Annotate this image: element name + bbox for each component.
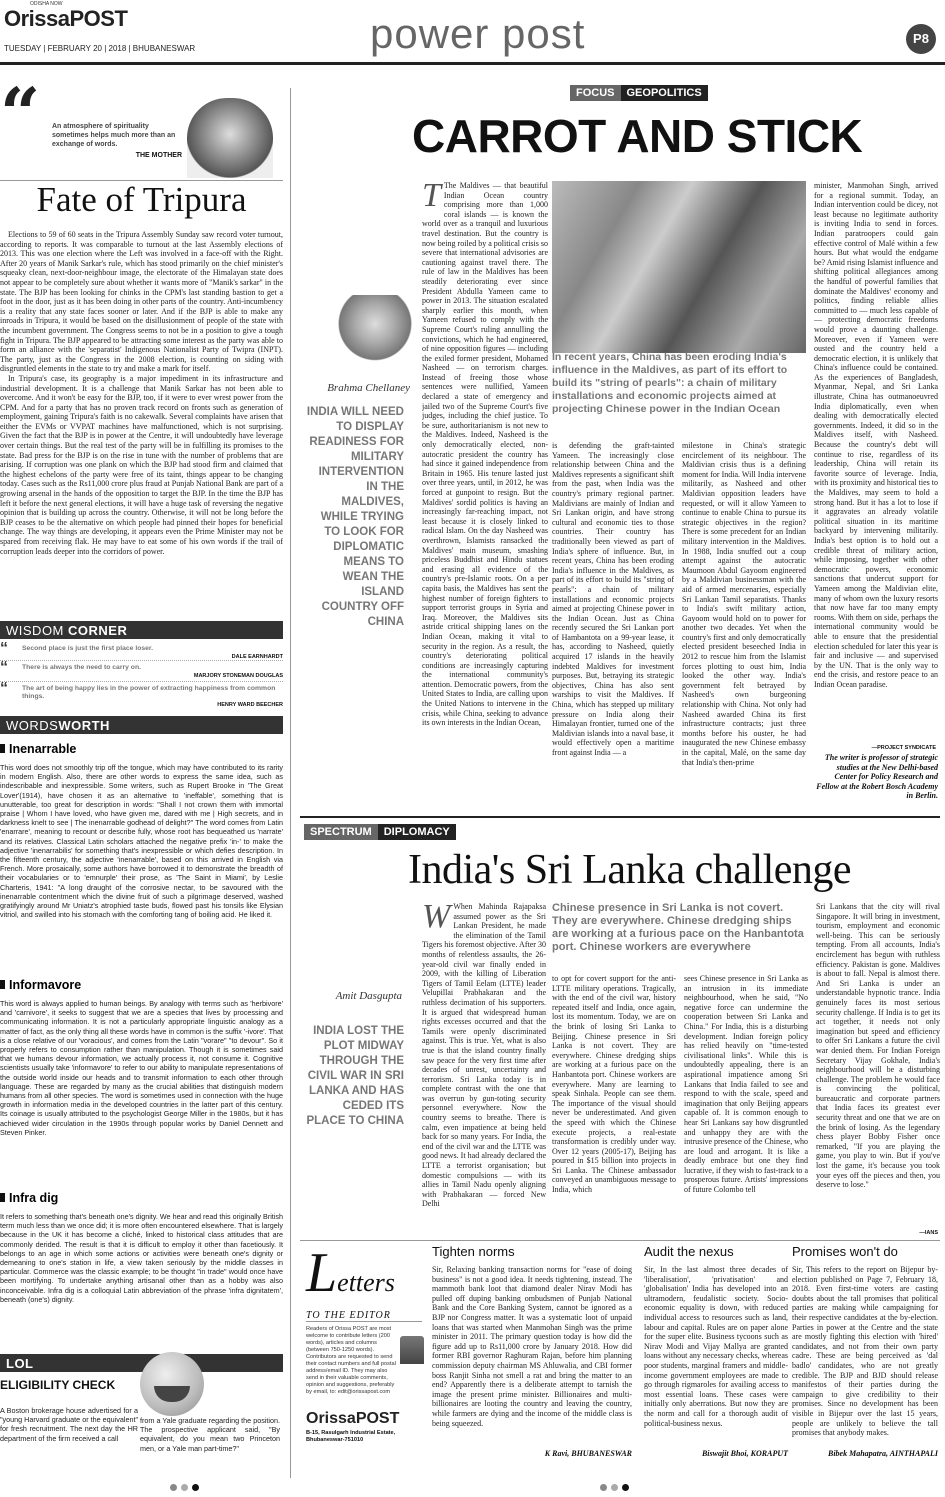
second-col-3: sees Chinese presence in Sri Lanka as an intrusion in its immediate neighbourhood, when he said, "No negative force can undermine the cooperation between Sri Lanka and China." For India, this is a disturbing development. Indian foreign policy has relied heavily on "time-tested civilisational links". While this is undoubtedly appealing, there is an aspirational impatience among Sri Lankans that India failed to see and respond to with the scale, speed and imagination that only Beijing appears capable of. It is common enough to hear Sri Lankans say how disgruntled and unhappy they are with the intrusive presence of the Chinese, who are loud and arrogant. It is like a deadly embrace but one they find lucrative, if they wish to fast-track to a prosperous future. Artists' impressions of future Colombo tell	[684, 974, 808, 1195]
wordsworth-head-b: WORTH	[58, 718, 110, 733]
logo: OrissaPOST	[4, 6, 128, 31]
page-number-badge: P8	[906, 24, 936, 54]
letters-address: B-15, Rasulgarh Industrial Estate, Bhubaneswar-751010	[306, 1430, 396, 1443]
letter-1	[432, 1244, 632, 1458]
second-kicker	[304, 824, 456, 840]
letter-body: Sir, In the last almost three decades of 'liberalisation', 'privatisation' and 'globalisation' India has developed into an ultramodern, feudalistic society. Socio-economic equality is down, with reduced individual access to resources such as land, labour and capital. Rules are on paper alone for the super elite. Business tycoons such as Nirav Modi and Vijay Mallya are granted loans without any necessary checks, whereas poor students, marginal framers and middle-income government employees are made to go through rigmaroles for availing access to most essential loans. These cases were initially only aberrations. But now they are the norm and call for a thorough audit of political-business nexus.	[644, 1265, 788, 1428]
wisdom-author: DALE EARNHARDT	[231, 654, 283, 660]
wisdom-item	[0, 680, 283, 708]
mailbox-icon	[400, 1336, 424, 1364]
letters-header	[306, 1242, 395, 1304]
wisdom-head-a: WISDOM	[6, 623, 64, 638]
main-col-4: minister, Manmohan Singh, arrived for a regional summit. Today, an Indian intervention could be dicey, not least because no legitimate authority is inviting India to send in forces. Indian paratroopers could gain effective control of Malé within a few hours. But what would the endgame be? Amid rising Islamist influence and shifting political allegiances among the handful of powerful families that dominate the Maldives' economy and politics, finding reliable allies committed to — much less capable of — protecting democratic freedoms would prove a daunting challenge. Moreover, even if Yameen were ousted and the country held a democratic election, it is unlikely that China's influence could be contained. As the experiences of Bangladesh, Myanmar, Nepal, and Sri Lanka illustrate, China has outmanoeuvred India diplomatically, even when dealing with democratically elected governments. Indeed, it did so in the Maldives itself, with Nasheed. Because the country's debt will continue to rise, regardless of its leadership, China will retain its favorite source of leverage. India, with its proximity and historical ties to the Maldives, may seem to hold a strong hand. But it has a lot to lose if it aggravates an already volatile political situation in its maritime backyard by intervening militarily. India's best option is to hold out a credible threat of military action, while imposing, together with other democratic powers, economic sanctions that undercut support for Yameen among the Maldivian elite, many of whom own the luxury resorts that now have far too many empty rooms. With them on side, perhaps the international community would be able to ensure that the presidential election scheduled for later this year is fair and inclusive — and supervised by the UN. That is the only way to end the crisis, and restore peace to an Indian Ocean paradise.	[814, 181, 938, 689]
word-title	[0, 742, 283, 756]
dropcap: T	[422, 181, 441, 214]
main-author: Brahma Chellaney	[327, 382, 410, 394]
letters-l: L	[306, 1242, 338, 1304]
main-bio: The writer is professor of strategic studies at the New Delhi-based Center for Policy Research and Fellow at the Robert Bosch Academy in Berlin.	[816, 753, 938, 800]
main-photo-caption: In recent years, China has been eroding India's influence in the Maldives, as part of its effort to build its "string of pearls": a chain of military installations and economic projects aimed at projecting Chinese power in the Indian Ocean	[552, 351, 788, 415]
section-title: power post	[370, 10, 586, 57]
letter-signature: Bibek Mahapatra, AINTHAPALI	[827, 1449, 938, 1458]
wisdom-item	[0, 640, 283, 661]
laughing-emoji-icon	[140, 1352, 204, 1416]
word-title	[0, 1191, 283, 1205]
letter-signature: K Ravi, BHUBANESWAR	[544, 1449, 632, 1458]
letter-heading: Promises won't do	[792, 1244, 898, 1259]
letter-2	[644, 1244, 788, 1458]
wisdom-quote: There is always the need to carry on.	[22, 664, 141, 671]
wisdom-corner-header	[0, 621, 283, 639]
word-name: Informavore	[9, 978, 82, 992]
wisdom-quote: The art of being happy lies in the power of extracting happiness from common things.	[22, 685, 276, 700]
editorial-body	[0, 230, 283, 624]
word-entry-infra-dig	[0, 1191, 283, 1342]
letters-section	[300, 1244, 940, 1474]
kicker-spectrum: SPECTRUM	[304, 824, 378, 840]
wisdom-list	[0, 640, 283, 708]
word-text: This word does not smoothly trip off the tongue, which may have contributed to its rarity in modern English. Also, there are other words to express the same idea, such as indescribable and inexpressible. Some writers, such as Rupert Brooke in 'The Great Lover'(1914), have chosen it as an alternative to 'ineffable', something that is unutterable, too great for description in words: "Shall I not crown them with immortal praise | Whom I have loved, who have given me, dared with me | High secrets, and in darkness knelt to see | The inenarrable godhead of delight?" The word comes from Latin 'enarrare', meaning to recount or describe fully, whose root has bequeathed us 'narrate' and its relatives. Classical Latin scholars attached the negative prefix 'in-' to make the adjective 'inenarrabilis' for something that's inexpressible or which defies description. In the fifteenth century, the adjective 'inenarrable', based on this arrived in English via French. More prosaically, some authors have borrowed it to demonstrate the breadth of their vocabularies or to 'emnurple' their prose, as 'The Saint in Miami', by Leslie Charteris, 1941: "A long draught of the corrosive nectar, to be savoured with the inenarrable contentment which the divine fruit of such a pilgrimage deserved, washed gratifyingly around Mr Uniatz's atrophied taste buds, flowed past his tonsils like Elysian vitriol, and swilled into his stomach with the comforting tang of boiling acid. He liked it.	[0, 763, 283, 920]
letters-logo: OrissaPOST	[306, 1410, 400, 1427]
lol-text-1: A Boston brokerage house advertised for a "young Harvard graduate or the equivalent" for fresh recruitment. The next day the HR department of the firm received a call	[0, 1406, 138, 1443]
letter-body: Sir, Relaxing banking transaction norms for "ease of doing business" is not a good idea. It needs tightening, instead. The mammoth bank loot that diamond dealer Nirav Modi has pulled off duping banking ombudsmen of Punjab National Bank and the Core Banking System, cannot be ignored as a BJP nor Congress matter. It was a systematic loot of unpaid loans that was started when Manmohan Singh was the prime minister in 2011. The primary question today is how did the figure add up to Rs11,000 crore by January 2018. How did former RBI governor Raghuram Rajan, before him planning commission deputy chairman MS Ahluwalia, and CBI former boss Ranjit Sinha not smell a rat and bring the matter to an end? Apparently there is a deliberate attempt to tarnish the image the present prime minister. Billionaires and multi-billionaires are looting the country and leaving the country, while farmers are dying and the income of the middle class is being squeezed.	[432, 1265, 632, 1428]
dropcap: W	[422, 902, 451, 935]
second-headline: India's Sri Lanka challenge	[408, 847, 852, 893]
masthead	[0, 0, 945, 68]
second-pullquote: INDIA LOST THE PLOT MIDWAY THROUGH THE CIVIL WAR IN SRI LANKA AND HAS CEDED ITS PLACE TO CHINA	[306, 1025, 404, 1127]
letters-intro: Readers of Orissa POST are most welcome to contribute letters (200 words), articles and columns (between 750-1250 words). Contributors are requested to send their contact numbers and full postal address/email ID. They may also send in their valuable comments, opinion and suggestions, preferably by email, to: edit@orissapost.com	[306, 1326, 396, 1395]
dateline: TUESDAY | FEBRUARY 20 | 2018 | BHUBANESWAR	[4, 44, 196, 53]
word-text: This word is always applied to human beings. By analogy with terms such as 'herbivore' and 'carnivore', it seeks to suggest that we are a species that lives by processing and communicating information. It is not a particularly appropriate linguistic analogy as a matter of fact, as the only thing all these words have in common is the suffix '-ivore'. That is a close relative of our 'voracious', and comes from the Latin "vorare" "to devour". So it properly refers to consumption rather than manipulation. Though it is sometimes said that we humans devour information, we actually process it, not consume it. Cognitive scientists usually take 'informavore' to refer to our ability to manipulate representations of the outside world inside our heads and to transmit information to each other through language. These are regarded by many as the crucial abilities that distinguish modern humans from all other species. The word is sometimes used in connection with the huge growth in information media in the developed countries in the latter part of this century. Its coinage is usually attributed to the psychologist George Miller in the 1980s, but it has achieved wider circulation in the 1990s through popular works by Daniel Dennett and Steven Pinker.	[0, 999, 283, 1137]
quote-mark-icon: “	[0, 659, 8, 676]
author-photo	[338, 295, 412, 377]
main-kicker	[570, 85, 708, 101]
main-col-2: is defending the graft-tainted Yameen. The increasingly close relationship between China and the Maldives represents a significant shift from the past, when India was the country's primary regional partner. Maldivians are mainly of Indian and Sri Lankan origin, and have strong cultural and economic ties to those countries. Their country has traditionally been viewed as part of India's sphere of influence. But, in recent years, China has been eroding India's influence in the Maldives, as part of its effort to build its "string of pearls": a chain of military installations and economic projects aimed at projecting Chinese power in the Indian Ocean. Just as China recently secured the Sri Lankan port of Hambantota on a 99-year lease, it has, according to Nasheed, quietly acquired 17 islands in the heavily indebted Maldives for investment purposes. But, betraying its strategic objectives, China has also sent warships to visit the Maldives. If China, which has stepped up military pressure on India along their Himalayan frontier, turned one of the Maldivian islands into a naval base, it would effectively open a maritime front against India — a	[552, 441, 674, 757]
left-column-divider	[290, 88, 291, 1478]
kicker-focus: FOCUS	[570, 85, 621, 101]
word-entry-informavore	[0, 978, 283, 1173]
wisdom-author: MARJORY STONEMAN DOUGLAS	[193, 673, 283, 679]
footer-registration-marks	[0, 1478, 945, 1497]
registration-dots	[600, 1484, 629, 1491]
editorial-paragraph-1: Elections to 59 of 60 seats in the Tripura Assembly Sunday saw record voter turnout, according to reports. It was comparable to turnout at the last Assembly elections of 2013. This was one election where the Left was involved in a face-off with the Right. After 20 years of Manik Sarkar's rule, which has stood primarily on the chief minister's squeaky clean, next-door-neighbour image, the electorate of the Himalayan state does not appear to be completely sure about whether it wants more of "Manik's sarkar" in the state. The BJP has been looking for chinks in the CPM's last standing bastion to get a foot in the door, just as it has been doing in other parts of the country. Anti-incumbency is a reality that any state faces sooner or later. And if the BJP is able to make any inroads in Tripura, it would be based on the disillusionment of people of the state with the incumbent government. The Congress seems to not be in a position to give a tough fight in Tripura. The BJP appeared to be attracting some interest as the party was able to form an alliance with the 'separatist' Indigenous Nationalist Party of Twipra (INPT). The party, just as the Congress in the 2008 election, is counting on siding with disgruntled elements in the state to try and make a mark for itself.	[0, 230, 283, 374]
thought-quote: An atmosphere of spirituality sometimes helps much more than an exchange of words.	[52, 123, 176, 148]
kicker-diplomacy: DIPLOMACY	[378, 824, 456, 840]
logo-tagline: ODISHA NOW	[30, 1, 63, 7]
editorial-title: Fate of Tripura	[36, 180, 247, 219]
main-photo	[552, 181, 806, 353]
lol-title: ELIGIBILITY CHECK	[0, 1378, 116, 1392]
lol-header: LOL	[0, 1354, 283, 1372]
letter-heading: Tighten norms	[432, 1244, 515, 1259]
main-text-1: The Maldives — that beautiful Indian Ocean country comprising more than 1,000 coral islands — is known the world over as a tranquil and luxurious travel destination. But the country is now being roiled by a political crisis so severe that international advisories are cautioning against travel there. The rule of law in the Maldives has been steadily deteriorating ever since President Abdulla Yameen came to power in 2013. The situation escalated sharply earlier this month, when Yameen refused to comply with the Supreme Court's ruling annulling the convictions, which he had engineered, of nine opposition figures — including the exiled former president, Mohamed Nasheed — on terrorism charges. Instead of freeing those whose sentences were nullified, Yameen declared a state of emergency and jailed two of the Supreme Court's five judges, including the chief justice. To be sure, authoritarianism is not new to the Maldives. Indeed, Nasheed is the only democratically elected, non-autocratic president the country has had since it gained independence from Britain in 1965. His tenure lasted just over three years, until, in 2012, he was forced at gunpoint to resign. But the Maldives' sordid politics is having an increasingly far-reaching impact, not least because it is closely linked to radical Islam. On the day Nasheed was overthrown, Islamists ransacked the Maldives' main museum, smashing priceless Buddhist and Hindu statues and erasing all evidence of the country's pre-Islamic roots. On a per capita basis, the Maldives has sent the highest number of foreign fighters to support terrorist groups in Syria and Iraq. Moreover, the Maldives sits astride critical shipping lanes on the Indian Ocean, making it vital to security in the region. As a result, the country's deteriorating political conditions are increasingly capturing the international community's attention. Democratic powers, from the United States to India, are calling upon the United Nations to intervene in the crisis, while China, seeking to advance its own interests in the Indian Ocean,	[422, 181, 548, 728]
second-col-4: Sri Lankans that the city will rival Singapore. It will bring in investment, tourism, employment and economic well-being. This can be seriously tempting. From all accounts, India's encirclement has begun with ruthless efficiency. Pakistan is gone. Maldives is about to fall. Nepal is almost there. And Sri Lanka is under an understandable hypnotic trance. India genuinely faces its most serious security challenge. If India is to get its act together, it needs not only imagination but speed and efficiency to offer Sri Lankans a future the civil war denied them. For Indian Foreign Secretary Vijay Gokhale, India's neighbourhood will be a disturbing challenge. The problem he would face is convincing the political, bureaucratic and corporate partners that India faces its greatest ever security threat and one that we are on the brink of losing. As the legendary chess player Bobby Fisher once remarked, "If you are playing the game, you play to win. But if you've lost the game, it's because you took your eyes off the pieces and then, you deserve to lose."	[816, 902, 940, 1190]
letter-3	[792, 1244, 938, 1458]
registration-dots	[170, 1484, 199, 1491]
letter-signature: Biswajit Bhoi, KORAPUT	[701, 1449, 788, 1458]
second-col-1	[422, 902, 546, 1242]
quote-icon: “	[0, 72, 41, 155]
wisdom-author: HENRY WARD BEECHER	[217, 702, 283, 708]
quote-mark-icon: “	[0, 640, 8, 657]
second-credit: —IANS	[919, 1230, 938, 1236]
word-title	[0, 978, 283, 992]
wordsworth-header	[0, 716, 283, 734]
main-col-1	[422, 181, 548, 796]
editorial-paragraph-2: In Tripura's case, its geography is a major impediment in its infrastructure and industrial development. It is a challenge that Manik Sarkar has not been able to overcome. And it won't be easy for the BJP, too, if it were to ever wrest power from the CPM. And for a party that has no proven track record on fronts such as generation of employment, gaining Tripura's faith is no cakewalk. Several complaints have arisen that either the EVMs or VVPAT machines have malfunctioned, which is not surprising. Given the fact that the BJP is in power at the Centre, it will undoubtedly have leverage over certain things. But the real test of the party will be in fulfilling its promises to the state. Bad press for the BJP is on the rise in tune with the number of problems that are arising. If corruption was one plank on which the BJP had stood firm and claimed that the highest echelons of the party were free of its taint, things appear to be changing today. Cases such as the Rs11,000 crore plus fraud at Punjab National Bank are part of a growing arsenal in the hands of the opposition to target the BJP. In the time the BJP has left it before the next general elections, it will have a huge task of reversing the negative opinion that is building up across the country. Otherwise, it will not be long before the BJP ceases to be the alternative on which people had pinned their hopes for beneficial change. The way things are developing, it appears even the Prime Minister may not be spared from receiving flak. He may have to eat some of his own words if the trail of corruption leads deeper into the corridors of power.	[0, 373, 283, 556]
main-col-3: milestone in China's strategic encirclement of its neighbour. The Maldivian crisis thus is a defining moment for India. Will India intervene militarily, as Nasheed and other Maldivian opposition leaders have requested, or will it allow Yameen to continue to enable China to pursue its strategic objectives in the region? There is some precedent for an Indian military intervention in the Maldives. In 1988, India snuffed out a coup attempt against the autocratic Maumoon Abdul Gayoom engineered by a Maldivian businessman with the aid of armed mercenaries, especially Sri Lankan Tamil separatists. Thanks to India's swift military action, Gayoom would hold on to power for another two decades. Yet when the country's first and only democratically elected president beseeched India in 2012 to rescue him from the Islamist forces plotting to oust him, India looked the other way. India's government felt betrayed by Nasheed's own burgeoning relationship with China. Not only had Nasheed awarded China its first infrastructure contracts; just three months before his ouster, he had inaugurated the new Chinese embassy in the capital, Malé, on the same day that India's then-prime	[682, 441, 806, 767]
wordsworth-head-a: WORDS	[6, 718, 59, 733]
letter-heading: Audit the nexus	[644, 1244, 734, 1259]
letters-rest: etters	[337, 1268, 395, 1297]
second-col-2: to opt for covert support for the anti-LTTE military operations. Tragically, with the end of the civil war, history repeated itself and India, once again, lost its momentum. Today, we are on the brink of losing Sri Lanka to Beijing. Chinese presence in Sri Lanka is not covert. They are everywhere. Chinese dredging ships are working at a furious pace on the Hanbantota port. Chinese workers are everywhere. Many are learning to speak Sinhala. People can see them. The importance of the visual should never be underestimated. And given the speed with which the Chinese execute projects, a real-estate transformation is credibly under way. Over 12 years (2005-17), Beijing has poured in $15 billion into projects in Sri Lanka. The Chinese ambassador conveyed an unambiguous message to India, which	[552, 974, 676, 1195]
word-name: Infra dig	[9, 1191, 59, 1205]
left-column	[0, 70, 283, 1497]
word-entry-inenarrable	[0, 742, 283, 953]
second-author: Amit Dasgupta	[335, 990, 402, 1002]
letter-body: Sir, This refers to the report on Bijepur by-election published on Page 7, February 18, 2018. Even first-time voters are casting doubts about the tall promises that political parties are making while campaigning for their respective candidates at the by-election. Parties in power at the Centre and the state are mostly fighting this election with 'hired' candidates, and not from their own party cadre. These are being perceived as 'dal badlo' candidates, who are not greatly credible. The BJP and BJD should release manifestos of their parties during the campaign to give credibility to their promises. Since no development has been visible in Bijepur over the last 15 years, people are unlikely to believe the tall promises that anybody makes.	[792, 1265, 938, 1438]
letters-divider	[300, 1240, 940, 1241]
masthead-rule	[0, 62, 945, 65]
thought-author: THE MOTHER	[135, 152, 182, 159]
kicker-geopolitics: GEOPOLITICS	[621, 85, 708, 101]
mother-portrait	[187, 98, 273, 178]
section-divider	[300, 816, 940, 818]
second-callout: Chinese presence in Sri Lanka is not covert. They are everywhere. Chinese dredging ships are working at a furious pace on the Hanbantota port. Chinese workers are everywhere	[552, 902, 804, 953]
lol-text-2: from a Yale graduate regarding the position. The prospective applicant said, "By equivalent, do you mean two Princeton men, or a Yale man part-time?"	[140, 1416, 280, 1453]
wisdom-head-b: CORNER	[68, 623, 128, 638]
letters-to-editor: TO THE EDITOR	[306, 1310, 422, 1322]
main-pullquote: INDIA WILL NEED TO DISPLAY READINESS FOR MILITARY INTERVENTION IN THE MALDIVES, WHILE TRYING TO LOOK FOR DIPLOMATIC MEANS TO WEAN THE ISLAND COUNTRY OFF CHINA	[306, 406, 404, 628]
word-name: Inenarrable	[9, 742, 77, 756]
second-text-1: When Mahinda Rajapaksa assumed power as the Sri Lankan President, he made the elimination of the Tamil Tigers his foremost objective. After 30 months of relentless assaults, the 26-year-old civil war finally ended in 2009, with the killing of Liberation Tigers of Tamil Eelam (LTTE) leader Velupillai Prabhakaran and the ruthless decimation of his supporters. It is argued that widespread human rights excesses occurred and that the Tamils were openly discriminated against. This is true. Yet, what is also true is that the island country finally saw peace for the very first time after decades of unrest, uncertainty and terrorism. Sri Lanka today is in complete contrast with the one that was overrun by gun-toting security personnel everywhere. Now the country seems to breathe. There is calm, even impatience at being held back for so many years. For India, the end of the civil war and the LTTE was good news. It had already declared the LTTE a terrorist organisation; but domestic compulsions — with its allies in Tamil Nadu openly aligning with Prabhakaran — forced New Delhi	[422, 902, 546, 1209]
wisdom-item	[0, 659, 283, 682]
quote-mark-icon: “	[0, 680, 8, 697]
main-article	[300, 85, 940, 815]
second-article	[300, 822, 940, 1242]
word-text: It refers to something that's beneath one's dignity. We hear and read this originally British term much less than we once did; it is more often encountered elsewhere. That is largely because in the UK it has become a cliché, linked to historical class attitudes that are commonly derided. The result is that it is difficult to employ it other than facetiously. It belongs to an age in which some actions or activities were beneath one's dignity or demeaning to one's station in life, a view taken seriously by the middle classes in particular. Commerce was the classic example; to be thought "in trade" would once have been mortifying. To undertake anything artisanal other than as a hobby was also inconceivable. Infra dig is a colloquial Latin abbreviation of the phrase 'infra dignitatem', beneath (one's) dignity.	[0, 1212, 283, 1304]
wisdom-quote: Second place is just the first place loser.	[22, 645, 154, 652]
main-headline: CARROT AND STICK	[412, 110, 863, 162]
main-credit: —PROJECT SYNDICATE	[871, 745, 936, 751]
